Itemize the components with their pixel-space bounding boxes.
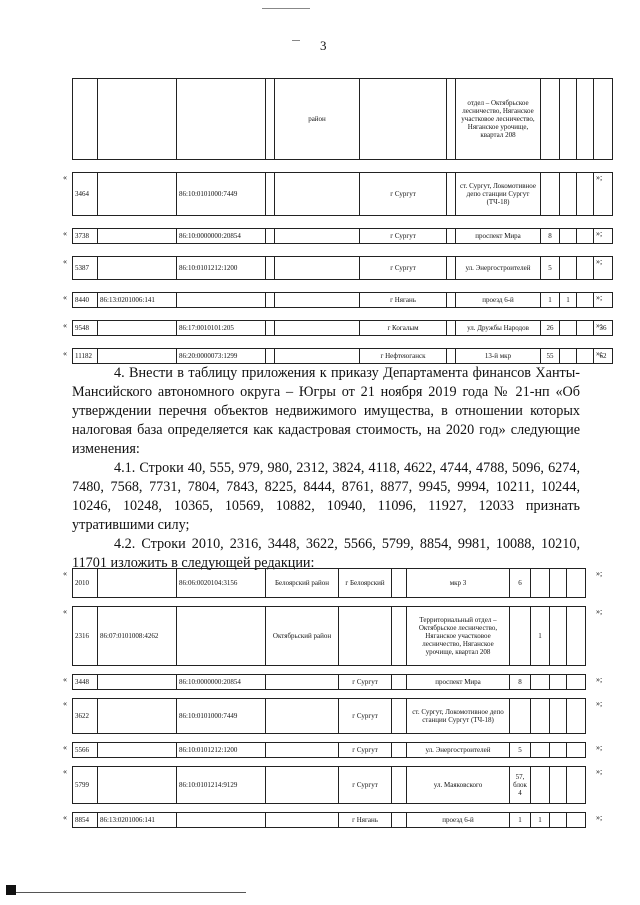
row-close-quote: »; <box>596 569 603 578</box>
table-cell <box>510 607 531 666</box>
table-cell <box>266 173 275 216</box>
row-close-quote: »; <box>596 813 603 822</box>
table-cell <box>360 79 447 160</box>
table-row <box>72 78 613 160</box>
table-cell <box>577 79 594 160</box>
table-cell <box>275 257 360 280</box>
table-cell <box>510 699 531 734</box>
table-cell <box>266 699 339 734</box>
row-open-quote: « <box>63 767 67 776</box>
table-cell: 11182 <box>73 349 98 364</box>
table-cell: отдел – Октябрьское лесничество, Няганское участковое лесничество, Няганское урочище, квартал 208 <box>456 79 541 160</box>
table-cell <box>447 79 456 160</box>
page-number: 3 <box>320 38 327 53</box>
table-cell <box>541 79 560 160</box>
table-cell: г Сургут <box>339 675 392 690</box>
table-cell <box>98 767 177 804</box>
table-cell <box>560 229 577 244</box>
table-cell: 86:10:0101214:9129 <box>177 767 266 804</box>
table-cell <box>98 569 177 598</box>
row-open-quote: « <box>63 321 67 330</box>
table-cell: 2316 <box>73 607 98 666</box>
paragraph-4: 4. Внести в таблицу приложения к приказу Департамента финансов Ханты-Мансийского автономного округа – Югры от 21 ноября 2019 года № 21-нп «Об утверждении перечня объектов недвижимого имущества, в отношении которых налоговая база определяется как кадастровая стоимость, на 2020 год» следующие изменения: <box>72 365 580 457</box>
row-open-quote: « <box>63 813 67 822</box>
table-cell: 86:13:0201006:141 <box>98 813 177 828</box>
table-cell: г Нягань <box>339 813 392 828</box>
table-cell <box>275 173 360 216</box>
bottom-line <box>16 892 246 893</box>
table-cell: 8440 <box>73 293 98 308</box>
table-cell: ст. Сургут, Локомотивное депо станции Сургут (ТЧ-18) <box>407 699 510 734</box>
table-cell: г Сургут <box>360 229 447 244</box>
table-cell: 86:17:0010101:205 <box>177 321 266 336</box>
row-close-quote: »; <box>596 607 603 616</box>
table-cell: 86:10:0101212:1200 <box>177 257 266 280</box>
table-cell: 1 <box>510 813 531 828</box>
corner-mark <box>6 885 16 895</box>
table-cell <box>275 349 360 364</box>
table-cell <box>266 257 275 280</box>
table-cell <box>550 767 567 804</box>
table-row <box>72 698 586 734</box>
table-cell <box>266 743 339 758</box>
table-cell <box>447 229 456 244</box>
table-cell: г Сургут <box>339 743 392 758</box>
table-cell: г Сургут <box>360 173 447 216</box>
table-row <box>72 568 586 598</box>
table-cell: проспект Мира <box>456 229 541 244</box>
table-cell <box>560 349 577 364</box>
table-cell <box>447 321 456 336</box>
table-cell <box>392 607 407 666</box>
table-row <box>72 812 586 828</box>
row-open-quote: « <box>63 293 67 302</box>
table-cell: 13-й мкр <box>456 349 541 364</box>
table-cell <box>339 607 392 666</box>
table-cell <box>567 699 586 734</box>
table-cell: ул. Энергостроителей <box>456 257 541 280</box>
table-cell <box>567 743 586 758</box>
paragraph-4-1: 4.1. Строки 40, 555, 979, 980, 2312, 3824, 4118, 4622, 4744, 4788, 5096, 6274, 7480, 7568, 7731, 7804, 7843, 8225, 8444, 8761, 8877, 9945, 9994, 10211, 10244, 10246, 10248, 10365, 10569, 10882, 10940, 11096, 11927, 12033 признать утратившими силу; <box>72 460 580 533</box>
row-close-quote: »; <box>596 321 603 330</box>
table-cell: 5799 <box>73 767 98 804</box>
table-cell <box>541 173 560 216</box>
table-cell <box>392 699 407 734</box>
row-open-quote: « <box>63 607 67 616</box>
table-cell <box>531 767 550 804</box>
row-open-quote: « <box>63 349 67 358</box>
row-close-quote: »; <box>596 229 603 238</box>
table-cell: проспект Мира <box>407 675 510 690</box>
table-cell <box>98 79 177 160</box>
table-cell <box>98 257 177 280</box>
table-cell: 9548 <box>73 321 98 336</box>
table-cell <box>567 569 586 598</box>
table-cell: 36 <box>594 321 613 336</box>
table-cell: ст. Сургут, Локомотивное депо станции Сургут (ТЧ-18) <box>456 173 541 216</box>
table-cell: ул. Маяковского <box>407 767 510 804</box>
table-cell <box>98 699 177 734</box>
table-cell: 3464 <box>73 173 98 216</box>
paragraph-4-2: 4.2. Строки 2010, 2316, 3448, 3622, 5566, 5799, 8854, 9981, 10088, 10210, 11701 изложить в следующей редакции: <box>72 536 580 571</box>
table-cell <box>577 173 594 216</box>
table-cell <box>98 321 177 336</box>
table-cell <box>550 743 567 758</box>
table-cell <box>567 607 586 666</box>
table-cell <box>177 293 266 308</box>
table-cell <box>98 173 177 216</box>
row-close-quote: »; <box>596 257 603 266</box>
table-cell: г Когалым <box>360 321 447 336</box>
table-row <box>72 292 613 308</box>
table-cell <box>392 767 407 804</box>
table-cell: проезд 6-й <box>456 293 541 308</box>
table-cell <box>447 349 456 364</box>
table-row <box>72 674 586 690</box>
row-open-quote: « <box>63 675 67 684</box>
table-cell: г Нягань <box>360 293 447 308</box>
table-cell <box>594 79 613 160</box>
row-close-quote: »; <box>596 349 603 358</box>
table-cell <box>577 349 594 364</box>
table-cell: 86:20:0000073:1299 <box>177 349 266 364</box>
table-cell: 1 <box>531 813 550 828</box>
table-cell <box>577 293 594 308</box>
table-cell: 5566 <box>73 743 98 758</box>
document-text <box>72 364 580 573</box>
table-cell <box>275 229 360 244</box>
table-cell: 86:10:0101000:7449 <box>177 173 266 216</box>
table-cell <box>531 743 550 758</box>
table-cell <box>98 229 177 244</box>
table-cell: 3738 <box>73 229 98 244</box>
table-row <box>72 228 613 244</box>
table-cell: 5387 <box>73 257 98 280</box>
table-cell <box>577 229 594 244</box>
table-cell <box>98 349 177 364</box>
table-cell: ул. Дружбы Народов <box>456 321 541 336</box>
table-cell: 6 <box>510 569 531 598</box>
table-row <box>72 348 613 364</box>
row-open-quote: « <box>63 699 67 708</box>
table-cell <box>392 675 407 690</box>
table-cell <box>275 293 360 308</box>
table-cell: г Сургут <box>360 257 447 280</box>
row-close-quote: »; <box>596 173 603 182</box>
table-cell <box>567 767 586 804</box>
table-cell: 5 <box>510 743 531 758</box>
table-cell: 8854 <box>73 813 98 828</box>
table-cell <box>560 257 577 280</box>
table-cell <box>392 569 407 598</box>
table-cell <box>550 607 567 666</box>
table-cell <box>447 293 456 308</box>
table-cell: 86:13:0201006:141 <box>98 293 177 308</box>
table-cell <box>577 321 594 336</box>
table-cell <box>560 79 577 160</box>
table-cell <box>177 607 266 666</box>
table-cell: 5 <box>541 257 560 280</box>
table-cell <box>266 767 339 804</box>
table-cell <box>531 569 550 598</box>
table-cell <box>550 569 567 598</box>
table-cell <box>447 257 456 280</box>
table-cell <box>567 813 586 828</box>
row-close-quote: »; <box>596 743 603 752</box>
table-cell: 86:10:0000000:20854 <box>177 229 266 244</box>
table-row <box>72 256 613 280</box>
table-cell <box>266 349 275 364</box>
table-cell: г Сургут <box>339 699 392 734</box>
table-cell: 1 <box>531 607 550 666</box>
table-cell <box>266 293 275 308</box>
table-cell <box>577 257 594 280</box>
table-cell <box>275 321 360 336</box>
table-cell <box>73 79 98 160</box>
table-cell: 26 <box>541 321 560 336</box>
table-row <box>72 766 586 804</box>
table-cell <box>550 813 567 828</box>
table-row <box>72 742 586 758</box>
row-close-quote: »; <box>596 675 603 684</box>
table-cell: 1 <box>541 293 560 308</box>
table-cell <box>266 229 275 244</box>
row-close-quote: »; <box>596 293 603 302</box>
table-cell: Белоярский район <box>266 569 339 598</box>
row-close-quote: »; <box>596 699 603 708</box>
table-cell: 8 <box>541 229 560 244</box>
row-open-quote: « <box>63 257 67 266</box>
table-cell <box>392 743 407 758</box>
table-cell: район <box>275 79 360 160</box>
table-cell: 86:10:0000000:20854 <box>177 675 266 690</box>
table-row <box>72 172 613 216</box>
row-open-quote: « <box>63 743 67 752</box>
table-cell: г Нефтеюганск <box>360 349 447 364</box>
table-cell: г Белоярский <box>339 569 392 598</box>
row-open-quote: « <box>63 229 67 238</box>
table-cell: 8 <box>510 675 531 690</box>
table-cell <box>177 813 266 828</box>
row-open-quote: « <box>63 569 67 578</box>
table-cell <box>567 675 586 690</box>
table-cell: г Сургут <box>339 767 392 804</box>
table-cell <box>266 79 275 160</box>
table-cell: 57, блок 4 <box>510 767 531 804</box>
table-row <box>72 606 586 666</box>
table-cell: мкр 3 <box>407 569 510 598</box>
table-cell <box>447 173 456 216</box>
table-cell <box>560 321 577 336</box>
table-cell <box>98 675 177 690</box>
table-cell: 86:07:0101008:4262 <box>98 607 177 666</box>
table-cell <box>550 675 567 690</box>
table-cell: 86:10:0101000:7449 <box>177 699 266 734</box>
table-cell: Территориальный отдел – Октябрьское лесничество, Няганское участковое лесничество, Няганское урочище, квартал 208 <box>407 607 510 666</box>
table-cell: 3448 <box>73 675 98 690</box>
table-cell: 86:06:0020104:3156 <box>177 569 266 598</box>
table-cell: 3622 <box>73 699 98 734</box>
table-cell: 62 <box>594 349 613 364</box>
table-cell <box>531 675 550 690</box>
table-cell <box>266 675 339 690</box>
table-cell <box>531 699 550 734</box>
table-cell <box>98 743 177 758</box>
table-cell <box>266 813 339 828</box>
table-cell: 1 <box>560 293 577 308</box>
table-cell: ул. Энергостроителей <box>407 743 510 758</box>
table-row <box>72 320 613 336</box>
row-close-quote: »; <box>596 767 603 776</box>
row-open-quote: « <box>63 173 67 182</box>
table-cell <box>550 699 567 734</box>
table-cell <box>560 173 577 216</box>
table-cell: 2010 <box>73 569 98 598</box>
table-cell <box>266 321 275 336</box>
table-cell: 86:10:0101212:1200 <box>177 743 266 758</box>
table-cell <box>392 813 407 828</box>
table-cell: проезд 6-й <box>407 813 510 828</box>
table-cell: 55 <box>541 349 560 364</box>
table-cell: Октябрьский район <box>266 607 339 666</box>
table-cell <box>177 79 266 160</box>
